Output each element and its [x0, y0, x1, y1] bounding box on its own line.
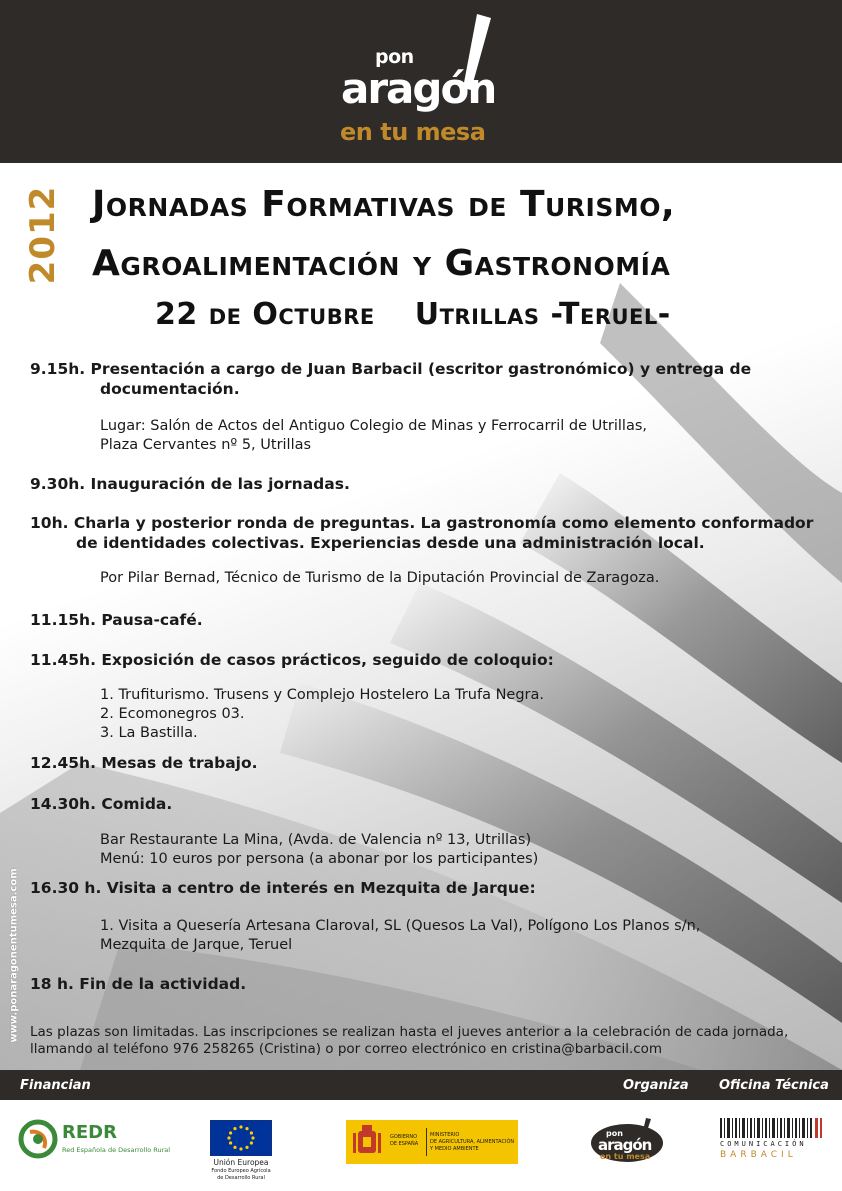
eu-flag-icon	[210, 1120, 272, 1156]
program-item-8-line-1: 1. Visita a Quesería Artesana Claroval, SL (Quesos La Val), Polígono Los Planos s/n,	[100, 918, 701, 934]
barcode-icon	[720, 1118, 826, 1138]
label-financian: Financian	[20, 1078, 91, 1093]
notice-line-2: llamando al teléfono 976 258265 (Cristina) o por correo electrónico en cristina@barbacil.com	[30, 1041, 663, 1057]
side-url-text: www.ponaragonentumesa.com	[8, 868, 20, 1043]
program-item-5-case-1: 1. Trufiturismo. Trusens y Complejo Hostelero La Trufa Negra.	[100, 687, 544, 703]
program-item-8-line-2: Mezquita de Jarque, Teruel	[100, 937, 293, 953]
program-item-7-line-2: Menú: 10 euros por persona (a abonar por los participantes)	[100, 851, 539, 867]
notice-line-1: Las plazas son limitadas. Las inscripciones se realizan hasta el jueves anterior a la celebración de cada jornada,	[30, 1024, 789, 1040]
eu-subtitle-1: Fondo Europeo Agrícola	[211, 1168, 271, 1174]
redr-name: REDR	[62, 1122, 117, 1143]
aragon-small: aragón	[598, 1136, 652, 1154]
pon-small: pon	[606, 1129, 623, 1138]
program-item-3-speaker: Por Pilar Bernad, Técnico de Turismo de la Diputación Provincial de Zaragoza.	[100, 570, 660, 586]
program-item-4-head: 11.15h. Pausa-café.	[30, 611, 203, 629]
year-vertical	[21, 185, 67, 285]
title-line-2: Agroalimentación y Gastronomía	[92, 243, 671, 284]
year-text: 2012	[23, 185, 63, 285]
ministerio-line-2: DE AGRICULTURA, ALIMENTACIÓN	[430, 1139, 515, 1145]
program-item-7-head: 14.30h. Comida.	[30, 795, 173, 813]
program-item-8-head: 16.30 h. Visita a centro de interés en Mezquita de Jarque:	[30, 879, 536, 897]
program-item-1-place-2: Plaza Cervantes nº 5, Utrillas	[100, 437, 312, 453]
label-organiza: Organiza	[623, 1078, 689, 1093]
gobierno-line-2: DE ESPAÑA	[390, 1141, 419, 1147]
program-item-1-head-2: documentación.	[100, 380, 240, 398]
eu-name: Unión Europea	[213, 1158, 269, 1167]
event-place: Utrillas -Teruel-	[414, 297, 671, 332]
eu-logo	[205, 1120, 277, 1186]
spain-coat-of-arms-icon	[352, 1123, 382, 1161]
redr-subtitle: Red Española de Desarrollo Rural	[62, 1146, 171, 1154]
ministerio-line-1: MINISTERIO	[430, 1132, 460, 1138]
title-line-1: Jornadas Formativas de Turismo,	[92, 184, 676, 225]
ministerio-line-3: Y MEDIO AMBIENTE	[430, 1146, 479, 1152]
header-band	[0, 0, 842, 163]
sponsors-band	[0, 1070, 842, 1100]
redr-emblem-icon	[18, 1118, 60, 1160]
en-tu-mesa-small: en tu mesa	[600, 1152, 651, 1161]
event-date: 22 de Octubre	[155, 297, 375, 332]
title-date-place	[155, 297, 842, 332]
program-item-2-head: 9.30h. Inauguración de las jornadas.	[30, 475, 350, 493]
program-item-1-head: 9.15h. Presentación a cargo de Juan Barbacil (escritor gastronómico) y entrega de	[30, 360, 752, 378]
side-url-vertical	[4, 860, 22, 1060]
program-item-3-head-2: de identidades colectivas. Experiencias desde una administración local.	[76, 534, 705, 552]
logo-en-tu-mesa: en tu mesa	[340, 118, 486, 146]
barbacil-line-1: COMUNICACIÓN	[720, 1140, 807, 1148]
logo-pon: pon	[375, 46, 414, 68]
gobierno-line-1: GOBIERNO	[390, 1134, 418, 1140]
program-item-6-head: 12.45h. Mesas de trabajo.	[30, 754, 258, 772]
program-item-9-head: 18 h. Fin de la actividad.	[30, 975, 247, 993]
program-item-5-case-3: 3. La Bastilla.	[100, 725, 198, 741]
program-item-3-head: 10h. Charla y posterior ronda de preguntas. La gastronomía como elemento conformador	[30, 514, 814, 532]
label-oficina-tecnica: Oficina Técnica	[719, 1078, 829, 1093]
program-item-5-head: 11.45h. Exposición de casos prácticos, seguido de coloquio:	[30, 651, 554, 669]
logo-aragon: aragón	[341, 64, 496, 113]
redr-logo	[18, 1118, 171, 1163]
pon-aragon-logo	[335, 12, 510, 157]
program-item-1-place-1: Lugar: Salón de Actos del Antiguo Colegio de Minas y Ferrocarril de Utrillas,	[100, 418, 648, 434]
program-item-5-case-2: 2. Ecomonegros 03.	[100, 706, 245, 722]
program-item-7-line-1: Bar Restaurante La Mina, (Avda. de Valencia nº 13, Utrillas)	[100, 832, 532, 848]
barbacil-logo	[718, 1118, 828, 1164]
barbacil-line-2: BARBACIL	[720, 1150, 797, 1160]
eu-subtitle-2: de Desarrollo Rural	[217, 1175, 265, 1181]
footer-logos	[0, 1100, 842, 1191]
pon-aragon-small-logo	[590, 1116, 666, 1164]
ministerio-logo	[346, 1120, 518, 1164]
